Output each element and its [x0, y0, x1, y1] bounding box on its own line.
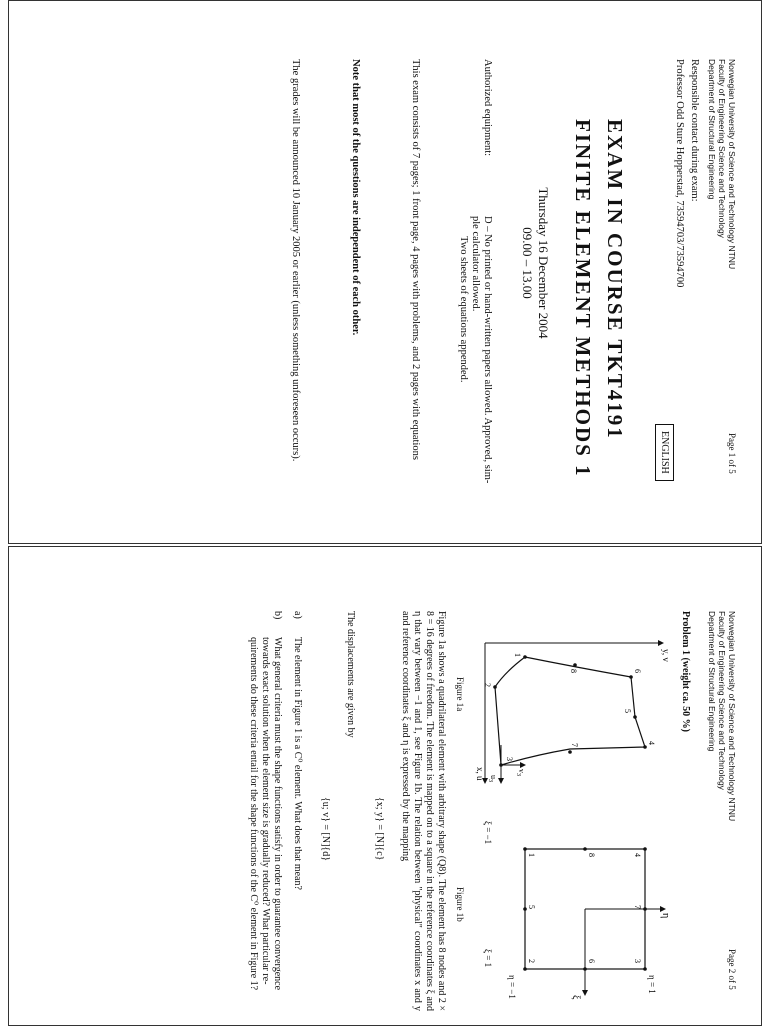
contact-name: Professor Odd Sture Hopperstad, 73594703/73594700	[674, 59, 685, 288]
x-axis-label: x, u	[475, 767, 485, 781]
xi-label: ξ	[570, 995, 581, 1000]
eta-bottom-label: η = −1	[507, 975, 517, 999]
node	[643, 847, 647, 851]
exam-date: Thursday 16 December 2004	[536, 187, 551, 339]
figure-1a	[475, 617, 675, 787]
page-1-panel	[8, 0, 762, 544]
node-label-1: 1	[527, 853, 536, 857]
node-label-5: 5	[623, 709, 632, 713]
page-number: Page 2 of 5	[727, 949, 737, 990]
displacements-intro: The displacements are given by	[345, 611, 356, 738]
node-label-4: 4	[647, 741, 656, 745]
node-label-3: 3	[505, 757, 514, 761]
page-1	[9, 1, 761, 543]
node-label-5: 5	[527, 905, 536, 909]
institution-line: Department of Structural Engineering	[707, 611, 717, 752]
node	[643, 745, 647, 749]
u3-label: $u_3$	[487, 775, 498, 782]
v3-label: $v_3$	[515, 769, 526, 776]
node	[499, 763, 503, 767]
page-number: Page 1 of 5	[727, 433, 737, 474]
node	[583, 847, 587, 851]
node-label-2: 2	[527, 959, 536, 963]
node-label-7: 7	[633, 905, 642, 909]
institution-header	[707, 59, 737, 269]
figure-1b-caption: Figure 1b	[455, 887, 465, 922]
language-box: ENGLISH	[655, 424, 674, 481]
node	[568, 750, 572, 754]
exam-title: EXAM IN COURSE TKT4191	[603, 119, 627, 440]
institution-line: Faculty of Engineering Science and Technology	[717, 59, 727, 238]
exam-time: 09.00 – 13.00	[520, 227, 535, 299]
node-label-8: 8	[569, 669, 578, 673]
contact-label: Responsible contact during exam:	[689, 59, 700, 202]
node-label-4: 4	[633, 853, 642, 857]
grades-info: The grades will be announced 10 January 2005 or earlier (unless something unforeseen occurs).	[290, 59, 301, 462]
equipment-label: Authorized equipment:	[482, 59, 493, 157]
eta-label: η	[660, 913, 671, 919]
question-a-label: a)	[292, 611, 303, 619]
node-label-3: 3	[633, 959, 642, 963]
node	[523, 655, 527, 659]
equipment-text	[457, 216, 493, 486]
question-a-text: The element in Figure 1 is a C⁰ element. What does that mean?	[292, 637, 303, 890]
institution-line: Department of Structural Engineering	[707, 59, 717, 200]
node-label-1: 1	[513, 653, 522, 657]
problem-intro: Figure 1a shows a quadrilateral element with arbitrary shape (Q8). The element has 8 nodes and 2 × 8 = 16 degrees of freedom. The element is mapped on to a square in the reference coordinates ξ and η that vary between −1 and 1, see Figure 1b. The relation between "physical" coordinates x and y and reference coordinates ξ and η is expressed by the mapping	[400, 611, 447, 1011]
institution-line: Norwegian University of Science and Technology NTNU	[727, 611, 737, 822]
node-label-6: 6	[633, 669, 642, 673]
pages-info: This exam consists of 7 pages; 1 front page, 4 pages with problems, and 2 pages with equations	[410, 59, 421, 460]
displacement-equation: {u; v} = [N]{d}	[320, 797, 331, 861]
institution-header	[707, 611, 737, 821]
node-label-2: 2	[483, 683, 492, 687]
figure-1a-caption: Figure 1a	[455, 677, 465, 712]
node	[643, 967, 647, 971]
node	[493, 685, 497, 689]
node-label-8: 8	[587, 853, 596, 857]
node	[633, 715, 637, 719]
mapping-equation: {x; y} = [N]{c}	[374, 797, 385, 861]
xi-left-label: ξ = −1	[483, 821, 493, 845]
xi-right-label: ξ = 1	[483, 949, 493, 968]
page-2-panel	[8, 546, 762, 1026]
page-2	[9, 547, 761, 1025]
equipment-text-line: D – No printed or hand-written papers allowed. Approved, sim-ple calculator allowed.	[470, 216, 493, 484]
node	[629, 675, 633, 679]
question-b-text: What general criteria must the shape functions satisfy in order to guarantee convergence towards exact solution when the element size is gradually reduced? What particular re-quirements do these criteria entail for the shape functions of the C⁰ element in Figure 1?	[248, 637, 283, 991]
institution-line: Norwegian University of Science and Technology NTNU	[727, 59, 737, 270]
node	[573, 663, 577, 667]
figure-1b	[475, 819, 675, 1009]
node	[523, 847, 527, 851]
y-axis-label: y, v	[661, 649, 671, 662]
institution-line: Faculty of Engineering Science and Technology	[717, 611, 727, 790]
problem-title: Problem 1 (weight ca. 50 %)	[680, 611, 691, 732]
node-label-6: 6	[587, 959, 596, 963]
independence-note: Note that most of the questions are independent of each other.	[350, 59, 361, 336]
question-b-label: b)	[272, 611, 283, 620]
equipment-sheets: Two sheets of equations appended.	[458, 236, 469, 383]
node	[583, 967, 587, 971]
course-title: FINITE ELEMENT METHODS 1	[571, 119, 595, 478]
eta-top-label: η = 1	[647, 975, 657, 994]
node	[643, 907, 647, 911]
node	[523, 967, 527, 971]
node-label-7: 7	[570, 743, 579, 747]
